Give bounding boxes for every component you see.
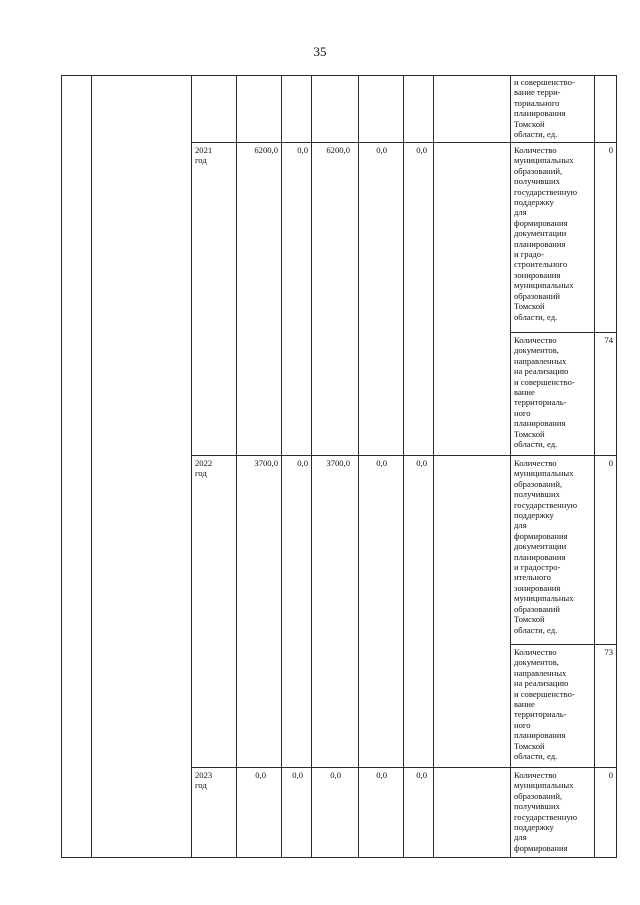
table-border-left [61,75,62,858]
value-cell: 0,0 [416,145,427,155]
indicator-text: и совершенство- вание терри- ториального планирования Томской области, ед. [514,77,575,140]
indicator-text: Количество муниципальных образований, получивших государственную поддержку для формирования документации планирования и градо- строительного зонирования муниципальных образований Томской области, ед. [514,145,578,322]
value-cell: 0,0 [297,145,308,155]
indicator-text: Количество муниципальных образований, получивших государственную поддержку для формирования [514,770,578,853]
value-cell: 0,0 [376,145,387,155]
indicator-value: 73 [604,647,613,657]
col-divider-1 [91,75,92,858]
value-cell: 0,0 [292,770,303,780]
indicator-value: 0 [608,770,613,780]
total-cell: 6200,0 [254,145,278,155]
row-line-1 [191,142,617,143]
year-cell: 2023 год [195,770,213,791]
indicator-value: 0 [608,145,613,155]
col-divider-total [281,75,282,858]
row-line-4 [510,644,617,645]
col-divider-indicator [510,75,511,858]
indicator-text: Количество документов, направленных на реализацию и совершенство- вание территориаль- ного планирования Томской области, ед. [514,335,575,450]
value-cell: 0,0 [376,458,387,468]
value-cell: 0,0 [376,770,387,780]
col-divider-local [403,75,404,858]
value-cell: 6200,0 [326,145,350,155]
value-cell: 3700,0 [326,458,350,468]
table-border-right [616,75,617,858]
row-line-3 [191,455,617,456]
table-border-bottom [61,857,617,858]
indicator-value: 0 [608,458,613,468]
row-line-5 [191,767,617,768]
year-cell: 2021 год [195,145,213,166]
year-cell: 2022 год [195,458,213,479]
row-line-2 [510,332,617,333]
col-divider-year [236,75,237,858]
col-divider-fed [311,75,312,858]
value-cell: 0,0 [330,770,341,780]
col-divider-extra [433,75,434,858]
indicator-text: Количество документов, направленных на реализацию и совершенство- вание территориаль- ного планирования Томской области, ед. [514,647,575,762]
value-cell: 0,0 [297,458,308,468]
total-cell: 3700,0 [254,458,278,468]
col-divider-2 [191,75,192,858]
indicator-text: Количество муниципальных образований, получивших государственную поддержку для формирования документации планирования и градостро- ительного зонирования муниципальных образований Томской области, ед. [514,458,578,635]
value-cell: 0,0 [416,458,427,468]
col-divider-reg [358,75,359,858]
indicator-value: 74 [604,335,613,345]
value-cell: 0,0 [416,770,427,780]
col-divider-value [594,75,595,858]
table-border-top [61,75,617,76]
page-number: 35 [313,44,327,59]
total-cell: 0,0 [255,770,266,780]
